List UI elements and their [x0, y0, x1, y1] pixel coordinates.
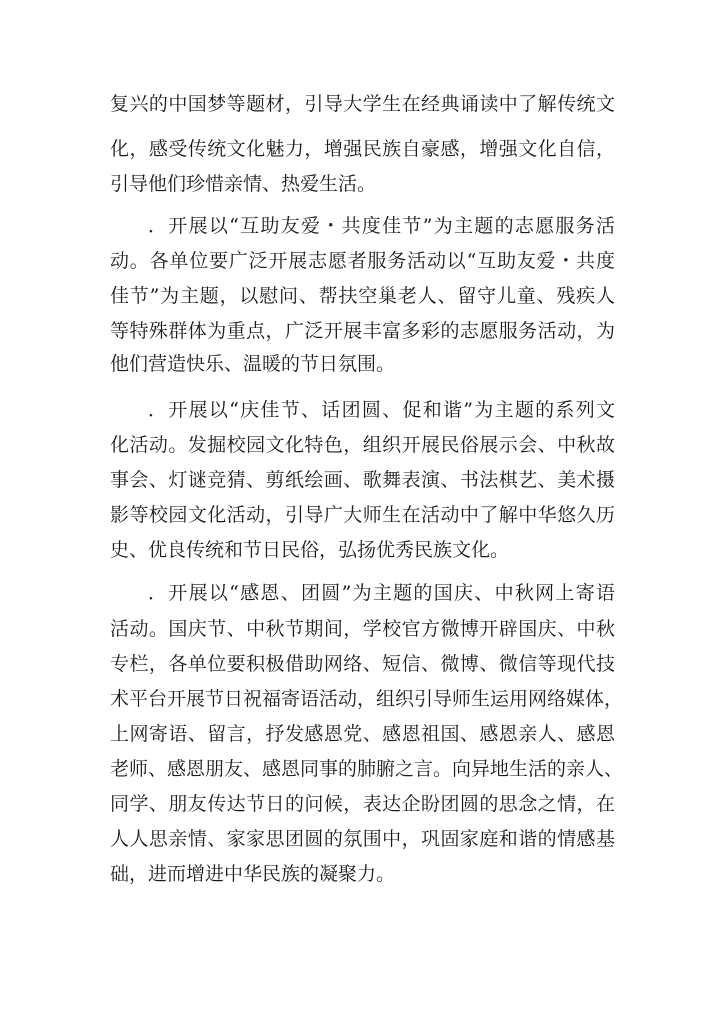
- text-line: 化，感受传统文化魅力，增强民族自豪感，增强文化自信，: [110, 138, 615, 160]
- text-line: 引导他们珍惜亲情、热爱生活。: [110, 173, 377, 195]
- text-line: 复兴的中国梦等题材，引导大学生在经典诵读中了解传统文: [110, 93, 615, 115]
- text-line: 事会、灯谜竞猜、剪纸绘画、歌舞表演、书法棋艺、美术摄: [110, 469, 615, 491]
- text-line: 等特殊群体为重点，广泛开展丰富多彩的志愿服务活动，为: [110, 320, 615, 342]
- text-line: 影等校园文化活动，引导广大师生在活动中了解中华悠久历: [110, 504, 615, 526]
- text-line: 动。各单位要广泛开展志愿者服务活动以“互助友爱・共度: [110, 250, 615, 272]
- text-line: 础，进而增进中华民族的凝聚力。: [110, 863, 396, 885]
- paragraph-first-line: ．开展以“互助友爱・共度佳节”为主题的志愿服务活: [148, 215, 615, 237]
- text-line: 同学、朋友传达节日的问候，表达企盼团圆的思念之情，在: [110, 793, 615, 815]
- text-line: 老师、感恩朋友、感恩同事的肺腑之言。向异地生活的亲人、: [110, 758, 624, 780]
- text-line: 佳节”为主题，以慰问、帮扶空巢老人、留守儿童、残疾人: [110, 285, 615, 307]
- text-line: 人人思亲情、家家思团圆的氛围中，巩固家庭和谐的情感基: [110, 828, 615, 850]
- text-line: 化活动。发掘校园文化特色，组织开展民俗展示会、中秋故: [110, 434, 615, 456]
- text-line: 专栏，各单位要积极借助网络、短信、微博、微信等现代技: [110, 653, 615, 675]
- text-line: 史、优良传统和节日民俗，弘扬优秀民族文化。: [110, 539, 510, 561]
- text-line: 他们营造快乐、温暖的节日氛围。: [110, 353, 396, 375]
- text-line: 活动。国庆节、中秋节期间，学校官方微博开辟国庆、中秋: [110, 618, 615, 640]
- text-line: 上网寄语、留言，抒发感恩党、感恩祖国、感恩亲人、感恩: [110, 723, 615, 745]
- text-line: 术平台开展节日祝福寄语活动，组织引导师生运用网络媒体，: [110, 688, 624, 710]
- paragraph-first-line: ．开展以“庆佳节、话团圆、促和谐”为主题的系列文: [148, 399, 615, 421]
- paragraph-first-line: ．开展以“感恩、团圆”为主题的国庆、中秋网上寄语: [148, 582, 615, 604]
